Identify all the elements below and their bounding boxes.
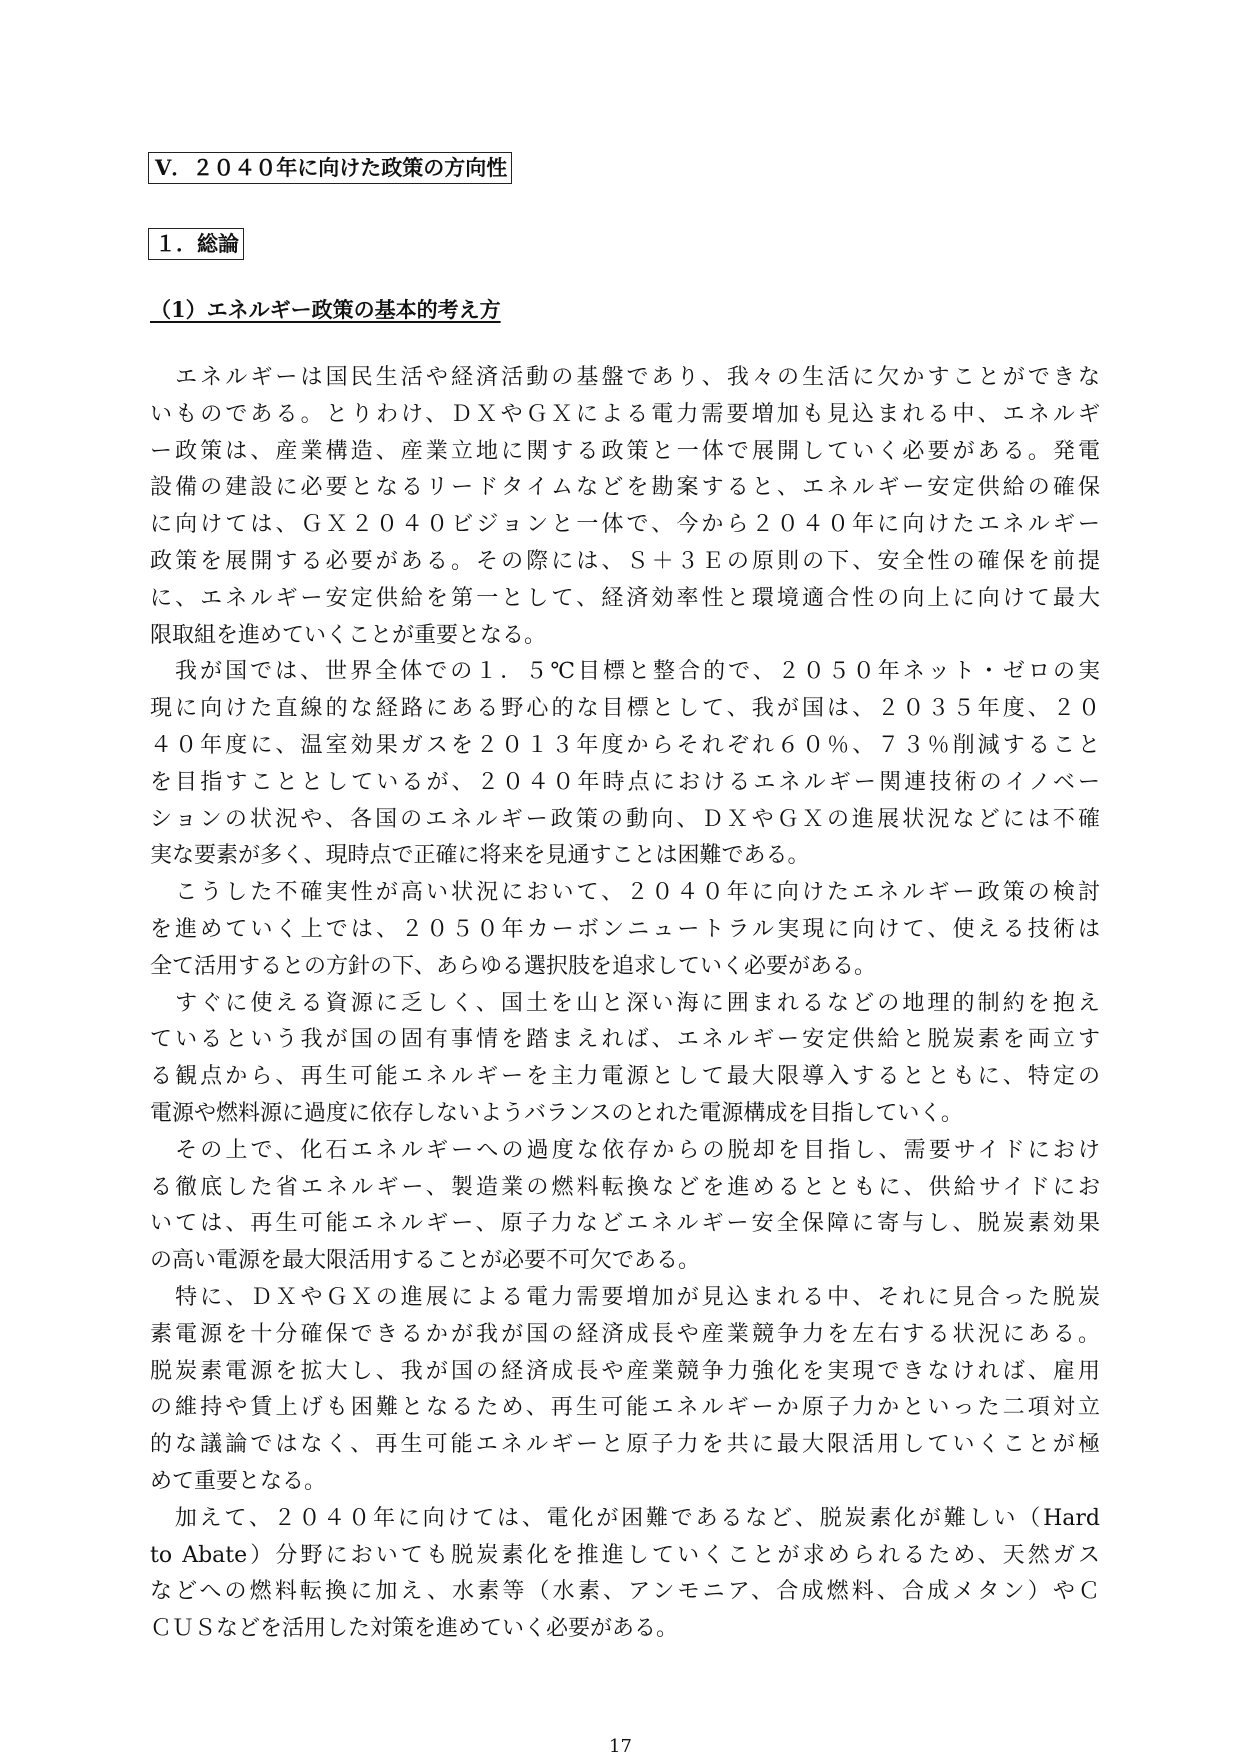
text-line: ＣＵＳなどを活用した対策を進めていく必要がある。 [150,1616,679,1642]
text-line: る観点から、再生可能エネルギーを主力電源として最大限導入するとともに、特定の [150,1064,1100,1090]
chapter-heading: Ⅴ．２０４０年に向けた政策の方向性 [148,152,512,184]
text-line: to Abate）分野においても脱炭素化を推進していくことが求められるため、天然ガス [150,1542,1100,1568]
text-line: 全て活用するとの方針の下、あらゆる選択肢を追求していく必要がある。 [150,953,877,979]
text-line: を目指すこととしているが、２０４０年時点におけるエネルギー関連技術のイノベー [150,769,1100,795]
text-line: 脱炭素電源を拡大し、我が国の経済成長や産業競争力強化を実現できなければ、雇用 [150,1358,1100,1384]
text-line: る徹底した省エネルギー、製造業の燃料転換などを進めるとともに、供給サイドにお [150,1174,1100,1200]
text-line: に、エネルギー安定供給を第一として、経済効率性と環境適合性の向上に向けて最大 [150,585,1100,611]
text-line: 政策を展開する必要がある。その際には、Ｓ＋３Ｅの原則の下、安全性の確保を前提 [150,548,1100,574]
text-line: の高い電源を最大限活用することが必要不可欠である。 [150,1248,701,1274]
text-line: に向けては、ＧＸ２０４０ビジョンと一体で、今から２０４０年に向けたエネルギー [150,512,1100,538]
text-line: こうした不確実性が高い状況において、２０４０年に向けたエネルギー政策の検討 [150,880,1100,906]
text-line: すぐに使える資源に乏しく、国土を山と深い海に囲まれるなどの地理的制約を抱え [150,990,1100,1016]
text-line: を進めていく上では、２０５０年カーボンニュートラル実現に向けて、使える技術は [150,916,1100,942]
text-line: いものである。とりわけ、ＤＸやＧＸによる電力需要増加も見込まれる中、エネルギ [150,401,1100,427]
text-line: 的な議論ではなく、再生可能エネルギーと原子力を共に最大限活用していくことが極 [150,1432,1100,1458]
text-line: ションの状況や、各国のエネルギー政策の動向、ＤＸやＧＸの進展状況などには不確 [150,806,1100,832]
body-text [150,360,1100,1648]
text-line: 我が国では、世界全体での１．５℃目標と整合的で、２０５０年ネット・ゼロの実 [150,659,1100,685]
subsection-heading: （1）エネルギー政策の基本的考え方 [150,297,501,322]
text-line: エネルギーは国民生活や経済活動の基盤であり、我々の生活に欠かすことができな [150,365,1100,390]
text-line: その上で、化石エネルギーへの過度な依存からの脱却を目指し、需要サイドにおけ [150,1137,1100,1163]
text-line: いては、再生可能エネルギー、原子力などエネルギー安全保障に寄与し、脱炭素効果 [150,1211,1100,1237]
text-line: 設備の建設に必要となるリードタイムなどを勘案すると、エネルギー安定供給の確保 [150,475,1100,501]
section-heading: １．総論 [148,228,244,260]
text-line: 実な要素が多く、現時点で正確に将来を見通すことは困難である。 [150,843,810,869]
text-line: の維持や賃上げも困難となるため、再生可能エネルギーか原子力かといった二項対立 [150,1395,1100,1421]
page-number: 17 [609,1736,632,1757]
text-line: 特に、ＤＸやＧＸの進展による電力需要増加が見込まれる中、それに見合った脱炭 [150,1284,1100,1310]
text-line: めて重要となる。 [150,1468,327,1494]
text-line: 現に向けた直線的な経路にある野心的な目標として、我が国は、２０３５年度、２０ [150,696,1100,722]
text-line: ４０年度に、温室効果ガスを２０１３年度からそれぞれ６０％、７３％削減すること [150,732,1100,758]
text-line: 限取組を進めていくことが重要となる。 [150,622,547,648]
text-line: ているという我が国の固有事情を踏まえれば、エネルギー安定供給と脱炭素を両立す [150,1027,1100,1053]
text-line: 素電源を十分確保できるかが我が国の経済成長や産業競争力を左右する状況にある。 [150,1321,1100,1347]
text-line: ー政策は、産業構造、産業立地に関する政策と一体で展開していく必要がある。発電 [150,438,1100,464]
text-line: 電源や燃料源に過度に依存しないようバランスのとれた電源構成を目指していく。 [150,1100,963,1126]
text-line: 加えて、２０４０年に向けては、電化が困難であるなど、脱炭素化が難しい（Hard [150,1505,1100,1531]
text-line: などへの燃料転換に加え、水素等（水素、アンモニア、合成燃料、合成メタン）やＣ [150,1579,1100,1605]
